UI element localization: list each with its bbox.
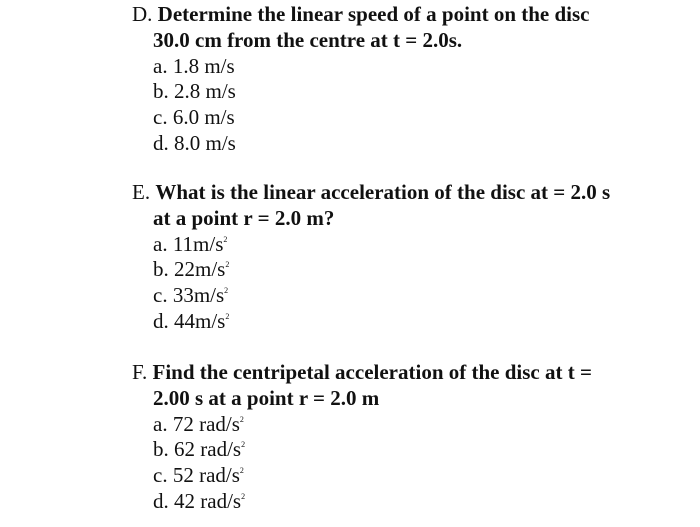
question-f [132, 360, 672, 515]
question-e-stem [132, 180, 672, 206]
option-e-b: b. $22m/s^2$ [153, 257, 230, 282]
question-d [132, 2, 672, 157]
option-f-c: c. 52 rad/$s^2$ [153, 463, 244, 488]
question-d-text-line2: 30.0 cm from the centre at t = 2.0s. [153, 27, 463, 52]
question-f-stem [132, 360, 672, 386]
superscript: 2 [239, 466, 244, 476]
question-f-text-line1: Find the centripetal acceleration of the disc at t = [152, 360, 592, 384]
option-d-b: b. 2.8 m/s [153, 79, 236, 104]
option-e-c: c. $33m/s^2$ [153, 283, 229, 308]
option-f-a: a. 72 rad/$s^2$ [153, 411, 244, 436]
question-e-text-line2: at a point r = 2.0 m? [153, 205, 335, 230]
question-f-letter: F. [132, 360, 148, 384]
question-e-options [132, 232, 672, 335]
superscript: 2 [223, 234, 228, 244]
superscript: 2 [225, 260, 230, 270]
question-d-text-line1: Determine the linear speed of a point on the disc [157, 2, 590, 26]
option-f-d: d. 42 rad/$s^2$ [153, 488, 246, 513]
option-d-a: a. 1.8 m/s [153, 53, 235, 78]
question-f-options [132, 412, 672, 515]
question-e-text-line1: What is the linear acceleration of the disc at = 2.0 s [155, 180, 611, 204]
question-d-stem [132, 2, 672, 28]
question-d-options [132, 54, 672, 157]
option-e-d: d. $44m/s^2$ [153, 308, 230, 333]
superscript: 2 [224, 286, 229, 296]
option-d-d: d. 8.0 m/s [153, 130, 236, 155]
question-e [132, 180, 672, 335]
option-e-a: a. $11m/s^2$ [153, 231, 228, 256]
question-f-text-line2: 2.00 s at a point r = 2.0 m [153, 385, 380, 410]
option-f-b: b. 62 rad/$s^2$ [153, 437, 246, 462]
superscript: 2 [241, 491, 246, 501]
superscript: 2 [241, 440, 246, 450]
option-d-c: c. 6.0 m/s [153, 105, 235, 130]
question-d-letter: D. [132, 2, 153, 26]
superscript: 2 [239, 414, 244, 424]
question-e-letter: E. [132, 180, 151, 204]
superscript: 2 [225, 311, 230, 321]
